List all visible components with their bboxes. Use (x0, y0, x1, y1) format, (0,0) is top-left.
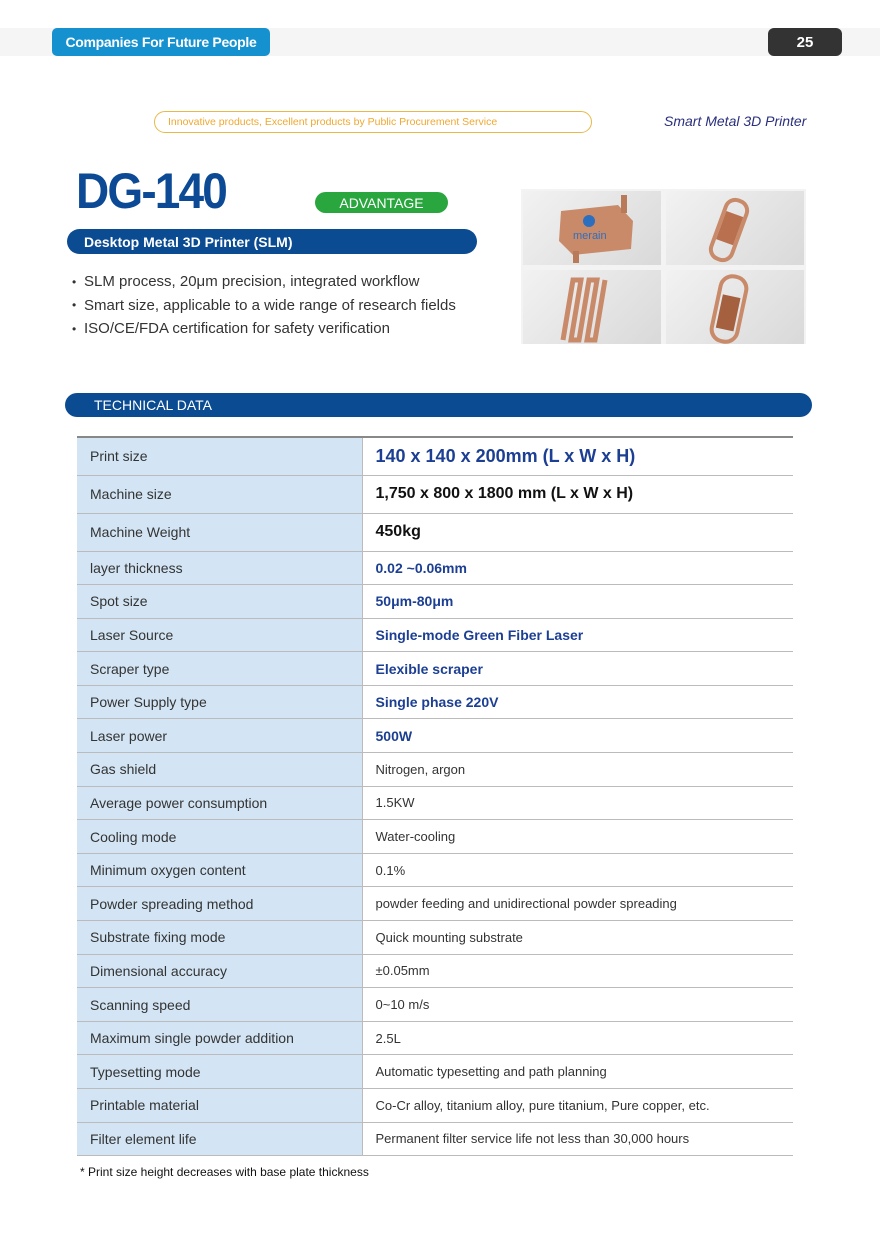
spec-label: Cooling mode (77, 820, 362, 854)
product-photos (521, 189, 806, 344)
spec-row (77, 475, 793, 513)
spec-row (77, 719, 793, 753)
spec-row (77, 618, 793, 652)
photo-serpentine-part (523, 270, 661, 344)
spec-row (77, 988, 793, 1022)
feature-text: Smart size, applicable to a wide range of research fields (84, 296, 456, 314)
spec-row (77, 753, 793, 787)
spec-value: 1,750 x 800 x 1800 mm (L x W x H) (362, 475, 793, 513)
spec-row (77, 786, 793, 820)
svg-text:merain: merain (573, 230, 607, 242)
spec-row (77, 513, 793, 551)
spec-value: 0~10 m/s (362, 988, 793, 1022)
spec-row (77, 437, 793, 475)
spec-value: 450kg (362, 513, 793, 551)
spec-label: Maximum single powder addition (77, 1021, 362, 1055)
spec-label: Power Supply type (77, 685, 362, 719)
spec-row (77, 820, 793, 854)
spec-label: Typesetting mode (77, 1055, 362, 1089)
spec-value: Single-mode Green Fiber Laser (362, 618, 793, 652)
company-tag: Companies For Future People (52, 28, 270, 56)
spec-label: Dimensional accuracy (77, 954, 362, 988)
spec-row (77, 551, 793, 585)
spec-row (77, 1055, 793, 1089)
feature-item: • SLM process, 20μm precision, integrated workflow (72, 273, 420, 291)
photo-lattice-part-1 (666, 191, 804, 265)
spec-label: Spot size (77, 585, 362, 619)
spec-label: Filter element life (77, 1122, 362, 1156)
spec-value: 140 x 140 x 200mm (L x W x H) (362, 437, 793, 475)
spec-row (77, 1122, 793, 1156)
spec-value: Quick mounting substrate (362, 921, 793, 955)
spec-value: Nitrogen, argon (362, 753, 793, 787)
spec-row (77, 652, 793, 686)
spec-label: Gas shield (77, 753, 362, 787)
spec-label: Print size (77, 437, 362, 475)
spec-value: Permanent filter service life not less than 30,000 hours (362, 1122, 793, 1156)
spec-table (77, 436, 793, 1156)
feature-text: SLM process, 20μm precision, integrated workflow (84, 273, 420, 291)
spec-label: Printable material (77, 1089, 362, 1123)
spec-row (77, 1089, 793, 1123)
spec-value: 500W (362, 719, 793, 753)
feature-item: • Smart size, applicable to a wide range of research fields (72, 296, 456, 314)
spec-label: layer thickness (77, 551, 362, 585)
spec-row (77, 585, 793, 619)
footnote: * Print size height decreases with base plate thickness (80, 1165, 369, 1179)
advantage-badge: ADVANTAGE (315, 192, 448, 213)
spec-label: Laser power (77, 719, 362, 753)
spec-row (77, 921, 793, 955)
spec-row (77, 1021, 793, 1055)
spec-value: Elexible scraper (362, 652, 793, 686)
feature-text: ISO/CE/FDA certification for safety verification (84, 320, 390, 338)
spec-value: 0.1% (362, 853, 793, 887)
spec-label: Minimum oxygen content (77, 853, 362, 887)
spec-value: 2.5L (362, 1021, 793, 1055)
spec-label: Powder spreading method (77, 887, 362, 921)
category-label: Smart Metal 3D Printer (664, 113, 807, 129)
page-number: 25 (768, 28, 842, 56)
spec-label: Scraper type (77, 652, 362, 686)
product-subtitle: Desktop Metal 3D Printer (SLM) (67, 229, 477, 254)
spec-value: Single phase 220V (362, 685, 793, 719)
spec-row (77, 954, 793, 988)
spec-row (77, 853, 793, 887)
spec-value: 0.02 ~0.06mm (362, 551, 793, 585)
spec-label: Scanning speed (77, 988, 362, 1022)
photo-lattice-part-2 (666, 270, 804, 344)
spec-row (77, 685, 793, 719)
technical-data-header: TECHNICAL DATA (65, 393, 812, 417)
product-model: DG-140 (76, 163, 227, 219)
spec-label: Machine Weight (77, 513, 362, 551)
spec-value: Automatic typesetting and path planning (362, 1055, 793, 1089)
spec-label: Substrate fixing mode (77, 921, 362, 955)
spec-value: powder feeding and unidirectional powder spreading (362, 887, 793, 921)
spec-label: Machine size (77, 475, 362, 513)
spec-value: 50μm-80μm (362, 585, 793, 619)
spec-value: ±0.05mm (362, 954, 793, 988)
feature-item: • ISO/CE/FDA certification for safety verification (72, 320, 390, 338)
feature-list (72, 270, 456, 341)
photo-cold-plate (523, 191, 661, 265)
spec-value: Water-cooling (362, 820, 793, 854)
spec-label: Laser Source (77, 618, 362, 652)
spec-row (77, 887, 793, 921)
spec-value: 1.5KW (362, 786, 793, 820)
procurement-tagline: Innovative products, Excellent products by Public Procurement Service (154, 111, 592, 133)
spec-value: Co-Cr alloy, titanium alloy, pure titanium, Pure copper, etc. (362, 1089, 793, 1123)
spec-label: Average power consumption (77, 786, 362, 820)
